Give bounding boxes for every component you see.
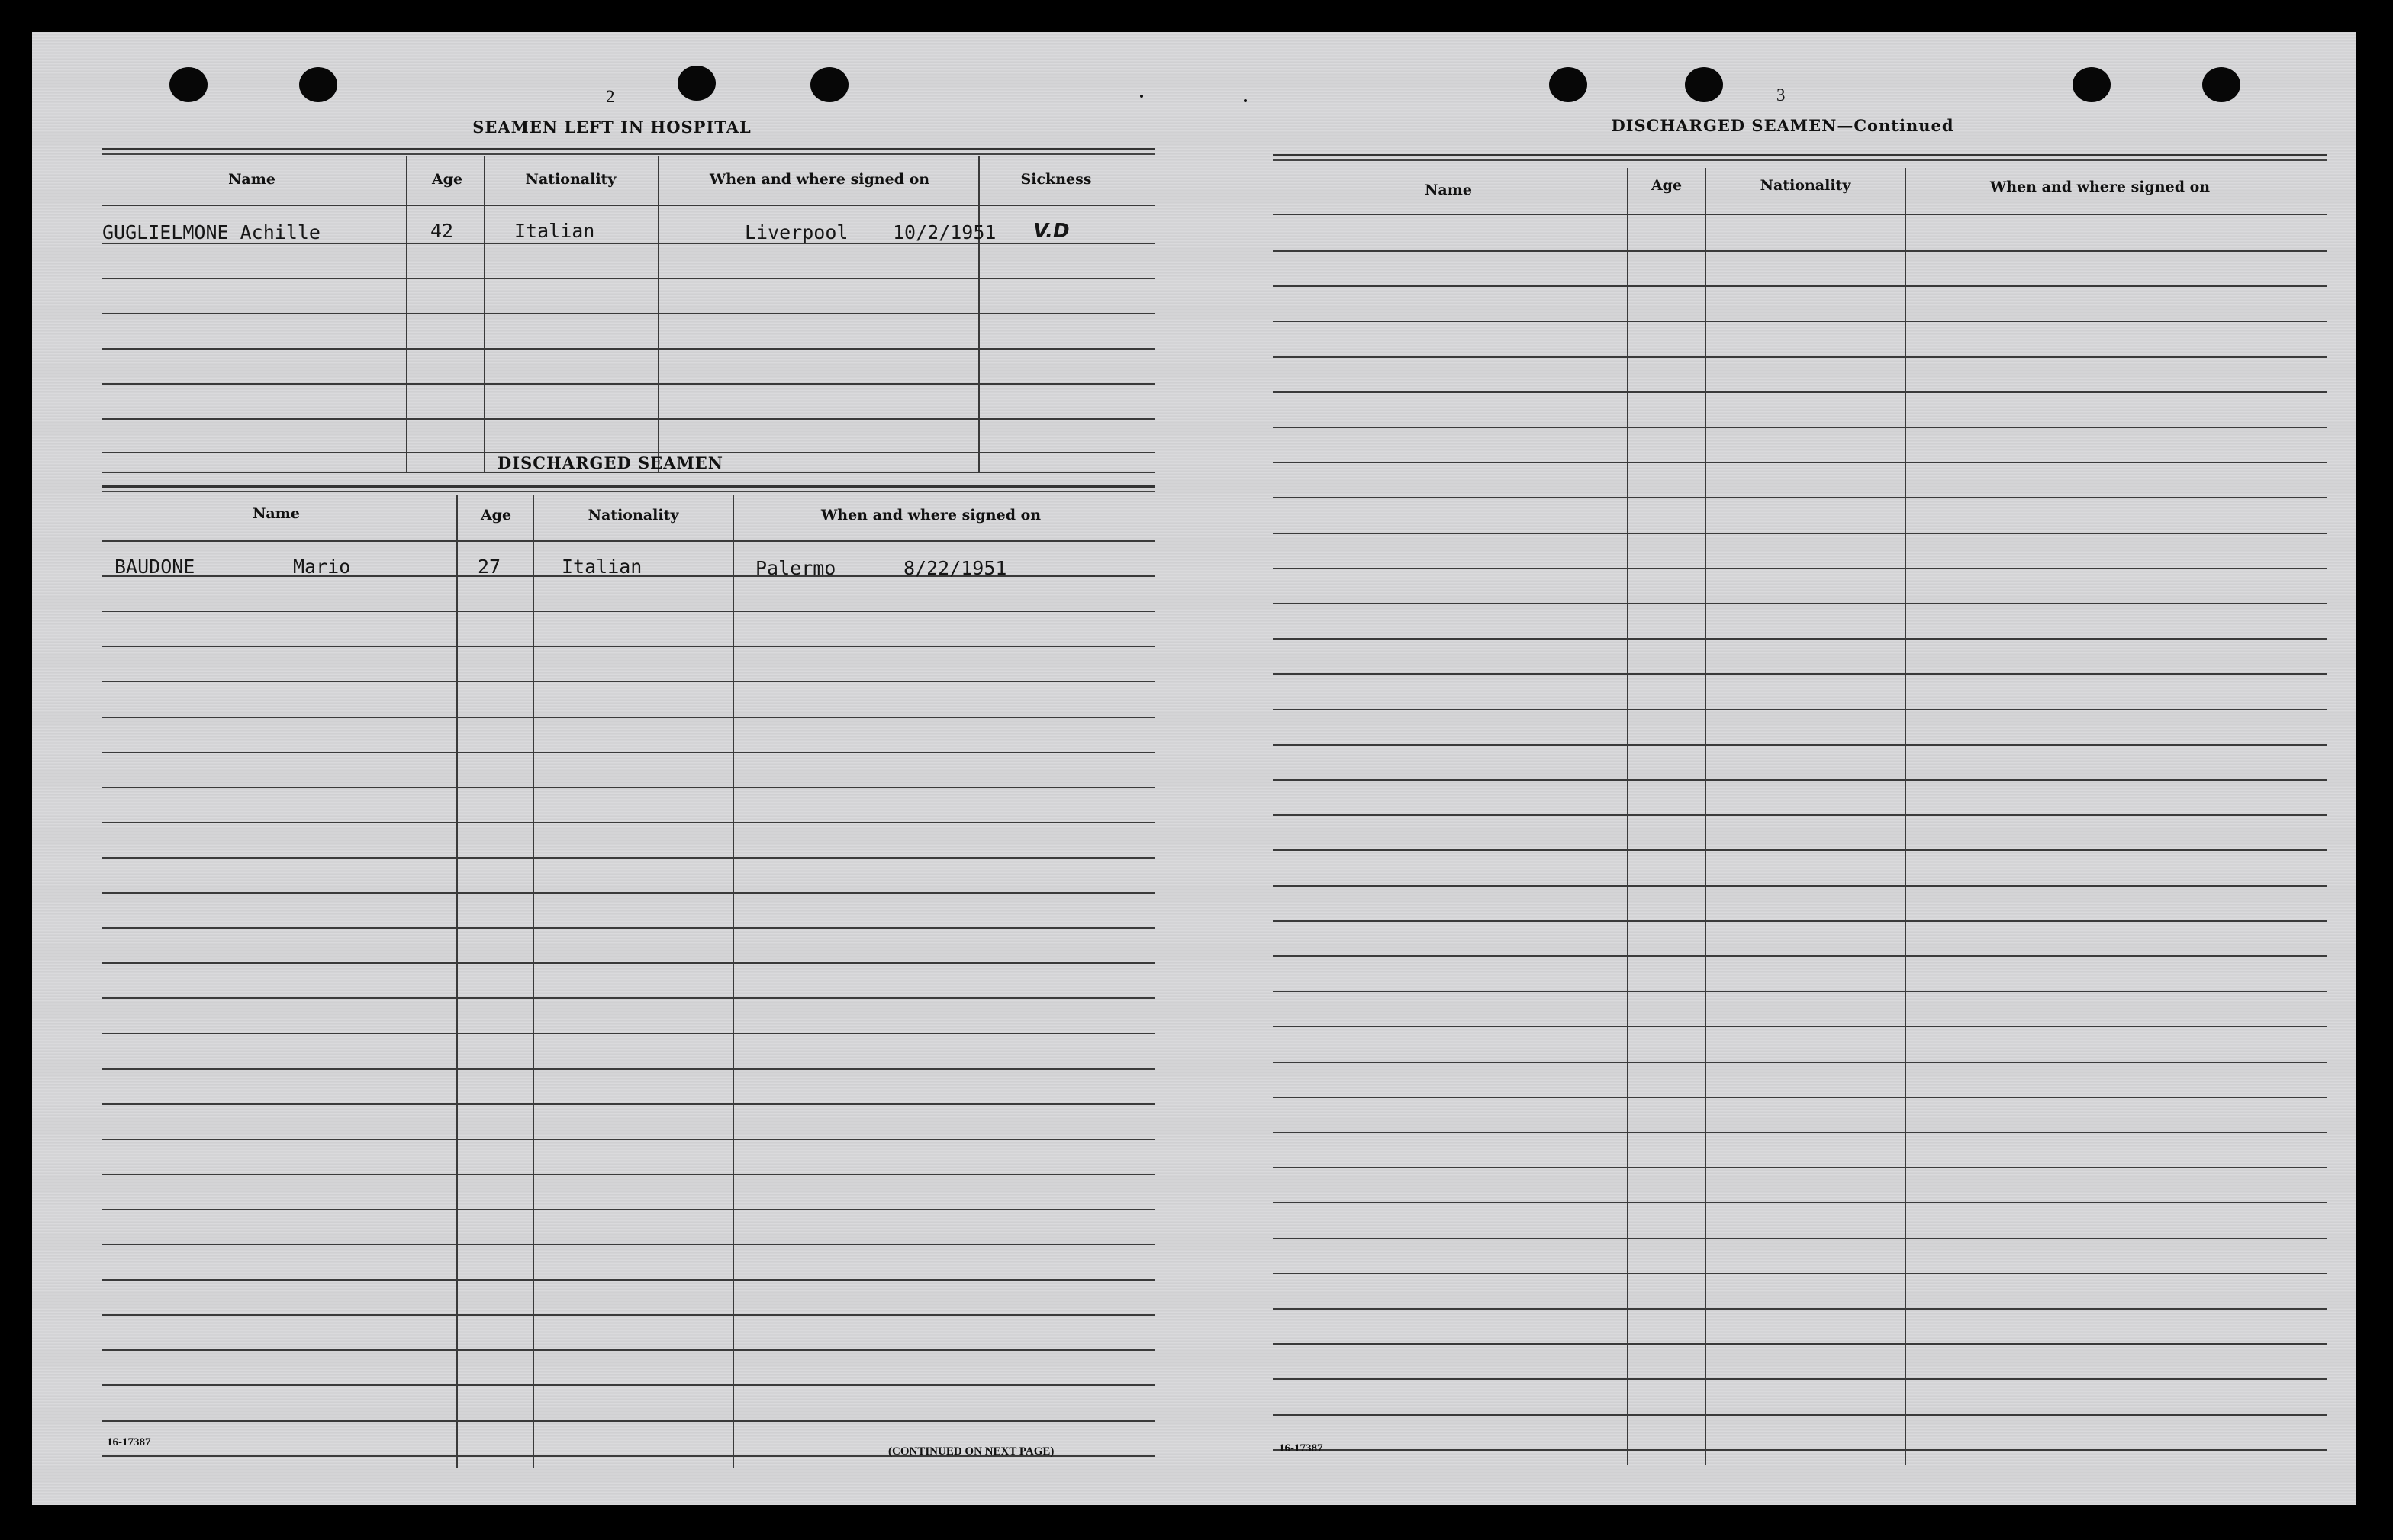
hospital-row-name: GUGLIELMONE Achille [102,221,320,243]
right-col-signed-on: When and where signed on [1989,179,2211,195]
ruled-line [1273,1062,2327,1063]
discharged-divider [733,495,734,1468]
discharged-section-title: DISCHARGED SEAMEN [498,453,723,472]
discharged-row-place: Palermo [755,557,836,579]
ruled-line [1273,955,2327,957]
right-header-rule [1273,214,2327,215]
ruled-line [1273,427,2327,428]
punch-hole [1685,67,1723,102]
ruled-line [102,822,1155,823]
ruled-line [1273,1132,2327,1133]
discharged-top-rule [102,485,1155,488]
discharged-col-name: Name [253,505,300,522]
discharged-row-nationality: Italian [562,556,643,578]
ruled-line [102,997,1155,999]
ruled-line [1273,1273,2327,1274]
discharged-row-age: 27 [478,556,501,578]
discharged-divider [456,495,458,1468]
discharged-row-surname: BAUDONE [114,556,195,578]
punch-hole [169,67,208,102]
ruled-line [102,1139,1155,1140]
ruled-line [102,752,1155,753]
ruled-line [1273,250,2327,252]
ruled-line [1273,779,2327,781]
page-number-right: 3 [1776,85,1786,105]
ruled-line [102,1420,1155,1422]
discharged-continued-title: DISCHARGED SEAMEN—Continued [1611,116,1954,135]
ruled-line [1273,744,2327,746]
form-number-left: 16-17387 [107,1436,151,1448]
right-divider [1705,168,1706,1465]
ledger-sheet [32,32,2356,1505]
right-col-nationality: Nationality [1760,177,1851,194]
page-number-left: 2 [606,87,615,106]
hospital-col-name: Name [228,171,275,188]
ruled-line [1273,321,2327,322]
hospital-row-rule [102,348,1155,350]
ruled-line [1273,1343,2327,1345]
hospital-row-sickness: V.D [1033,220,1070,243]
ruled-line [102,892,1155,894]
discharged-divider [533,495,534,1468]
ruled-line [102,1068,1155,1070]
ruled-line [1273,885,2327,887]
ruled-line [1273,1414,2327,1416]
hospital-row-date: 10/2/1951 [893,221,997,243]
ruled-line [1273,1097,2327,1098]
ruled-line [102,1103,1155,1105]
hospital-row-age: 42 [430,220,454,242]
right-divider [1627,168,1628,1465]
punch-hole [678,66,716,101]
ruled-line [1273,638,2327,640]
hospital-row-rule [102,278,1155,279]
continued-note: (CONTINUED ON NEXT PAGE) [888,1445,1055,1458]
right-top-rule [1273,154,2327,156]
hospital-col-sickness: Sickness [1020,171,1092,188]
stray-mark [1244,99,1247,102]
ruled-line [1273,1026,2327,1027]
ruled-line [102,857,1155,859]
form-number-right: 16-17387 [1279,1442,1323,1455]
discharged-col-nationality: Nationality [588,507,679,524]
ruled-line [1273,1202,2327,1203]
discharged-row-given-name: Mario [293,556,351,578]
ruled-line [102,1033,1155,1034]
ruled-line [1273,1449,2327,1451]
hospital-row-rule [102,383,1155,385]
punch-hole [810,67,849,102]
hospital-section-title: SEAMEN LEFT IN HOSPITAL [472,118,752,137]
ruled-line [102,1314,1155,1316]
hospital-col-nationality: Nationality [525,171,617,188]
ruled-line [102,1244,1155,1245]
ruled-line [1273,991,2327,992]
hospital-col-age: Age [431,171,463,188]
ruled-line [1273,462,2327,463]
ruled-line [102,1279,1155,1281]
ruled-line [1273,1378,2327,1380]
right-col-name: Name [1425,182,1472,198]
ruled-line [102,681,1155,682]
hospital-row-rule [102,418,1155,420]
ruled-line [1273,814,2327,816]
discharged-col-signed-on: When and where signed on [820,507,1042,524]
ruled-line [102,646,1155,647]
ruled-line [102,1349,1155,1351]
right-col-age: Age [1651,177,1683,194]
ruled-line [102,1209,1155,1210]
right-divider [1905,168,1906,1465]
ruled-line [1273,533,2327,534]
discharged-row-date: 8/22/1951 [903,557,1007,579]
hospital-row-place: Liverpool [745,221,849,243]
ruled-line [102,540,1155,542]
punch-hole [1549,67,1587,102]
ruled-line [1273,1167,2327,1168]
ruled-line [1273,568,2327,569]
ruled-line [102,717,1155,718]
stray-mark [1140,95,1143,98]
hospital-row-rule [102,313,1155,314]
ruled-line [102,787,1155,788]
ruled-line [102,611,1155,612]
ruled-line [1273,356,2327,358]
ruled-line [1273,285,2327,287]
punch-hole [299,67,337,102]
ruled-line [1273,1238,2327,1239]
ruled-line [1273,1308,2327,1310]
ruled-line [1273,709,2327,710]
ruled-line [1273,920,2327,922]
ruled-line [1273,497,2327,498]
ruled-line [1273,391,2327,393]
ruled-line [1273,849,2327,851]
hospital-header-rule [102,205,1155,206]
hospital-col-signed-on: When and where signed on [709,171,930,188]
ruled-line [102,1384,1155,1386]
ruled-line [1273,673,2327,675]
ruled-line [102,927,1155,929]
discharged-col-age: Age [480,507,512,524]
ruled-line [102,1174,1155,1175]
hospital-row-nationality: Italian [514,220,595,242]
punch-hole [2202,67,2240,102]
punch-hole [2073,67,2111,102]
hospital-top-rule [102,148,1155,150]
ruled-line [1273,603,2327,604]
ruled-line [102,962,1155,964]
